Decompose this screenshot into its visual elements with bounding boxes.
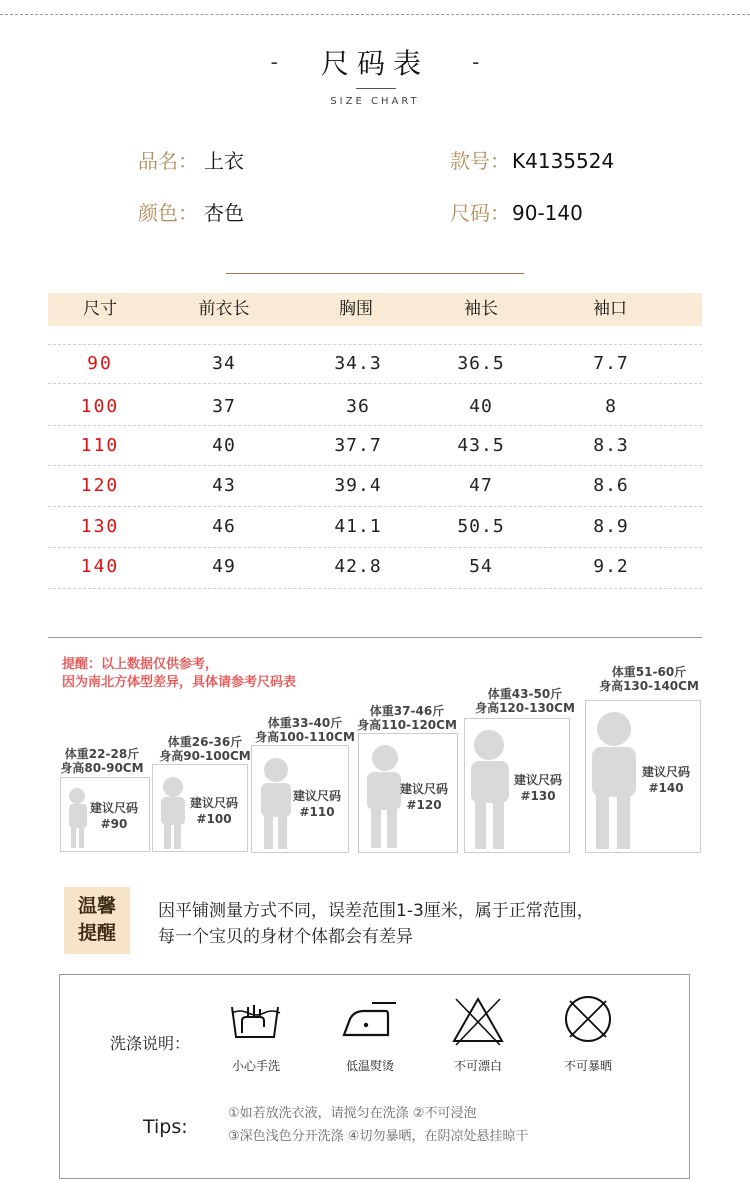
figure-height: 身高130-140CM: [599, 679, 699, 693]
cell-sleeve-length: 47: [469, 475, 493, 496]
figure-weight: 体重51-60斤: [611, 665, 687, 679]
low-iron-icon: [340, 993, 400, 1049]
table-row-divider: [48, 465, 702, 466]
rec-size: #130: [520, 789, 556, 803]
cell-size: 100: [80, 396, 120, 417]
cell-cuff: 7.7: [593, 353, 629, 374]
cell-chest: 34.3: [334, 353, 382, 374]
top-dashed-divider: [0, 14, 750, 15]
figure-recommendation: [184, 795, 244, 827]
figure-stats: [250, 716, 360, 744]
table-row-divider: [48, 383, 702, 384]
rec-label: 建议尺码: [641, 765, 690, 779]
title-row: [0, 42, 750, 82]
cell-size: 90: [87, 353, 113, 374]
warm-tip-text: [158, 898, 594, 950]
size-range-value: 90-140: [512, 201, 583, 225]
rec-label: 建议尺码: [89, 801, 138, 815]
figure-recommendation: [508, 772, 568, 804]
hand-wash-icon: [226, 993, 286, 1049]
style-number-value: K4135524: [512, 149, 615, 173]
no-bleach-icon: [448, 993, 508, 1049]
care-caption-no-sun-dry: 不可暴晒: [563, 1059, 612, 1073]
figure-stats: [52, 747, 152, 775]
tips-line-2: ③深色浅色分开洗涤 ④切勿暴晒，在阴凉处悬挂晾干: [228, 1129, 529, 1144]
size-table-header: [48, 293, 702, 326]
cell-size: 110: [80, 435, 120, 456]
color-label: 颜色：: [138, 201, 198, 225]
cell-sleeve-length: 54: [469, 556, 493, 577]
cell-cuff: 8.6: [593, 475, 629, 496]
cell-sleeve-length: 40: [469, 396, 493, 417]
title-dash-left: -: [270, 50, 278, 74]
cell-front-length: 34: [212, 353, 236, 374]
table-row-divider: [48, 506, 702, 507]
rec-label: 建议尺码: [399, 782, 448, 796]
rec-size: #90: [100, 817, 128, 831]
notice-line-2: 因为南北方体型差异，具体请参考尺码表: [62, 675, 297, 690]
info-divider: [226, 273, 524, 274]
figure-weight: 体重33-40斤: [267, 716, 343, 730]
color-row: [138, 197, 244, 226]
tips-label: Tips:: [143, 1116, 188, 1138]
section-divider: [48, 637, 702, 638]
figure-weight: 体重22-28斤: [64, 747, 140, 761]
rec-label: 建议尺码: [189, 796, 238, 810]
figure-stats: [155, 735, 255, 763]
title-underline: [356, 88, 396, 89]
product-name-value: 上衣: [204, 149, 244, 173]
figure-recommendation: [287, 788, 347, 820]
color-value: 杏色: [204, 201, 244, 225]
rec-label: 建议尺码: [292, 789, 341, 803]
figure-stats: [470, 687, 580, 715]
figure-recommendation: [394, 781, 454, 813]
cell-sleeve-length: 50.5: [457, 516, 505, 537]
figure-stats: [352, 704, 462, 732]
rec-size: #120: [406, 798, 442, 812]
rec-label: 建议尺码: [513, 773, 562, 787]
page-title: 尺码表: [320, 47, 429, 80]
rec-size: #140: [648, 781, 684, 795]
care-caption-no-bleach: 不可漂白: [453, 1059, 502, 1073]
badge-line-1: 温馨: [77, 895, 116, 917]
col-header-sleeve-length: 袖长: [464, 299, 498, 319]
warm-text-line-1: 因平铺测量方式不同，误差范围1-3厘米，属于正常范围，: [158, 901, 594, 921]
cell-sleeve-length: 43.5: [457, 435, 505, 456]
cell-chest: 42.8: [334, 556, 382, 577]
cell-cuff: 8.9: [593, 516, 629, 537]
figure-weight: 体重37-46斤: [369, 704, 445, 718]
care-caption-low-iron: 低温熨烫: [345, 1059, 394, 1073]
notice-line-1: 提醒：以上数据仅供参考，: [62, 657, 219, 672]
page-subtitle: SIZE CHART: [330, 96, 420, 107]
style-number-label: 款号：: [450, 149, 510, 173]
cell-front-length: 37: [212, 396, 236, 417]
figure-height: 身高120-130CM: [475, 701, 575, 715]
cell-front-length: 49: [212, 556, 236, 577]
warm-text-line-2: 每一个宝贝的身材个体都会有差异: [158, 927, 413, 947]
badge-line-2: 提醒: [77, 922, 116, 944]
cell-cuff: 8: [605, 396, 617, 417]
product-name-row: [138, 145, 244, 174]
table-row-divider: [48, 588, 702, 589]
figure-recommendation: [84, 800, 144, 832]
reference-notice: [62, 656, 296, 692]
cell-size: 130: [80, 516, 120, 537]
care-caption-hand-wash: 小心手洗: [231, 1059, 280, 1073]
cell-chest: 41.1: [334, 516, 382, 537]
col-header-chest: 胸围: [339, 299, 373, 319]
figure-height: 身高90-100CM: [159, 749, 251, 763]
figure-height: 身高80-90CM: [60, 761, 144, 775]
tips-text: [228, 1102, 528, 1148]
cell-front-length: 46: [212, 516, 236, 537]
figure-recommendation: [636, 764, 696, 796]
tips-line-1: ①如若放洗衣液，请搅匀在洗涤 ②不可浸泡: [228, 1106, 477, 1121]
title-dash-right: -: [472, 50, 480, 74]
size-range-row: [450, 197, 583, 226]
product-name-label: 品名：: [138, 149, 198, 173]
table-row-divider: [48, 344, 702, 345]
col-header-cuff: 袖口: [593, 299, 627, 319]
col-header-size: 尺寸: [83, 299, 117, 319]
no-sun-dry-icon: [558, 993, 618, 1049]
cell-chest: 36: [346, 396, 370, 417]
cell-chest: 37.7: [334, 435, 382, 456]
cell-front-length: 40: [212, 435, 236, 456]
figure-weight: 体重43-50斤: [487, 687, 563, 701]
style-number-row: [450, 145, 614, 174]
figure-stats: [594, 665, 704, 693]
col-header-front-length: 前衣长: [198, 299, 250, 319]
rec-size: #110: [299, 805, 335, 819]
cell-front-length: 43: [212, 475, 236, 496]
table-row-divider: [48, 547, 702, 548]
table-row-divider: [48, 425, 702, 426]
care-title: 洗涤说明：: [110, 1034, 191, 1053]
size-range-label: 尺码：: [450, 201, 510, 225]
figure-height: 身高100-110CM: [255, 730, 355, 744]
cell-chest: 39.4: [334, 475, 382, 496]
figure-height: 身高110-120CM: [357, 718, 457, 732]
cell-size: 140: [80, 556, 120, 577]
cell-sleeve-length: 36.5: [457, 353, 505, 374]
figure-weight: 体重26-36斤: [167, 735, 243, 749]
rec-size: #100: [196, 812, 232, 826]
cell-cuff: 8.3: [593, 435, 629, 456]
warm-tip-badge: [64, 887, 130, 954]
cell-cuff: 9.2: [593, 556, 629, 577]
cell-size: 120: [80, 475, 120, 496]
